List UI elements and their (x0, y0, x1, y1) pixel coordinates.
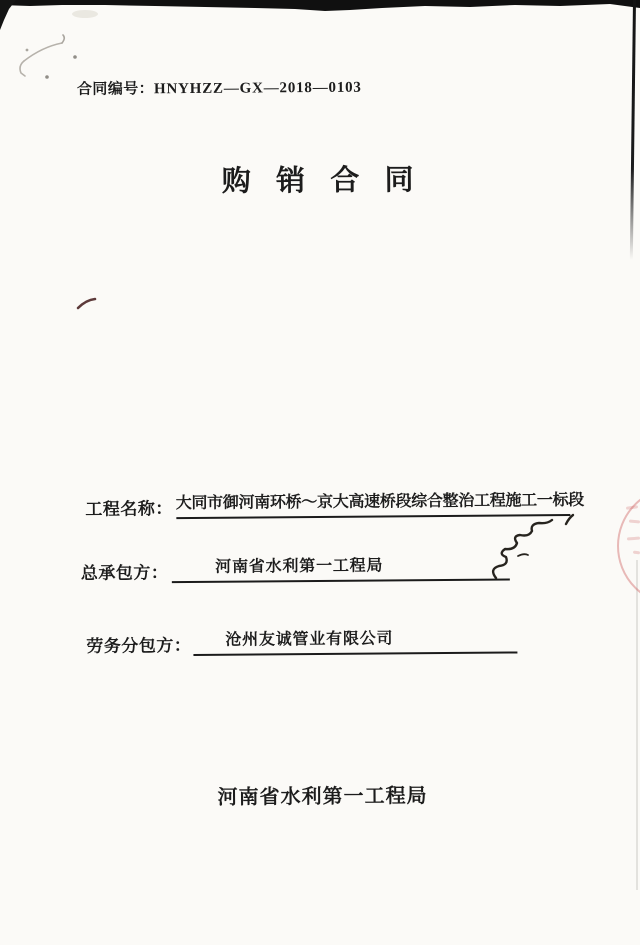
field-labor-subcontractor (86, 627, 517, 656)
field-value-labor-subcontractor: 沧州友诚管业有限公司 (193, 627, 517, 656)
field-label-labor-subcontractor: 劳务分包方： (86, 636, 192, 656)
field-general-contractor (81, 555, 510, 584)
handwriting-scribble (488, 510, 578, 588)
contract-number-label: 合同编号： (76, 81, 155, 98)
field-value-project-name: 大同市御河南环桥～京大高速桥段综合整治工程施工一标段 (176, 490, 570, 519)
contract-number-value: HNYHZZ—GX—2018—0103 (153, 79, 362, 98)
field-label-general-contractor: 总承包方： (80, 563, 169, 583)
contract-number-line (77, 76, 362, 99)
field-label-project-name: 工程名称： (85, 499, 173, 519)
field-value-general-contractor: 河南省水利第一工程局 (171, 555, 509, 584)
footer-organization: 河南省水利第一工程局 (217, 785, 428, 809)
document-title: 购 销 合 同 (221, 164, 423, 198)
